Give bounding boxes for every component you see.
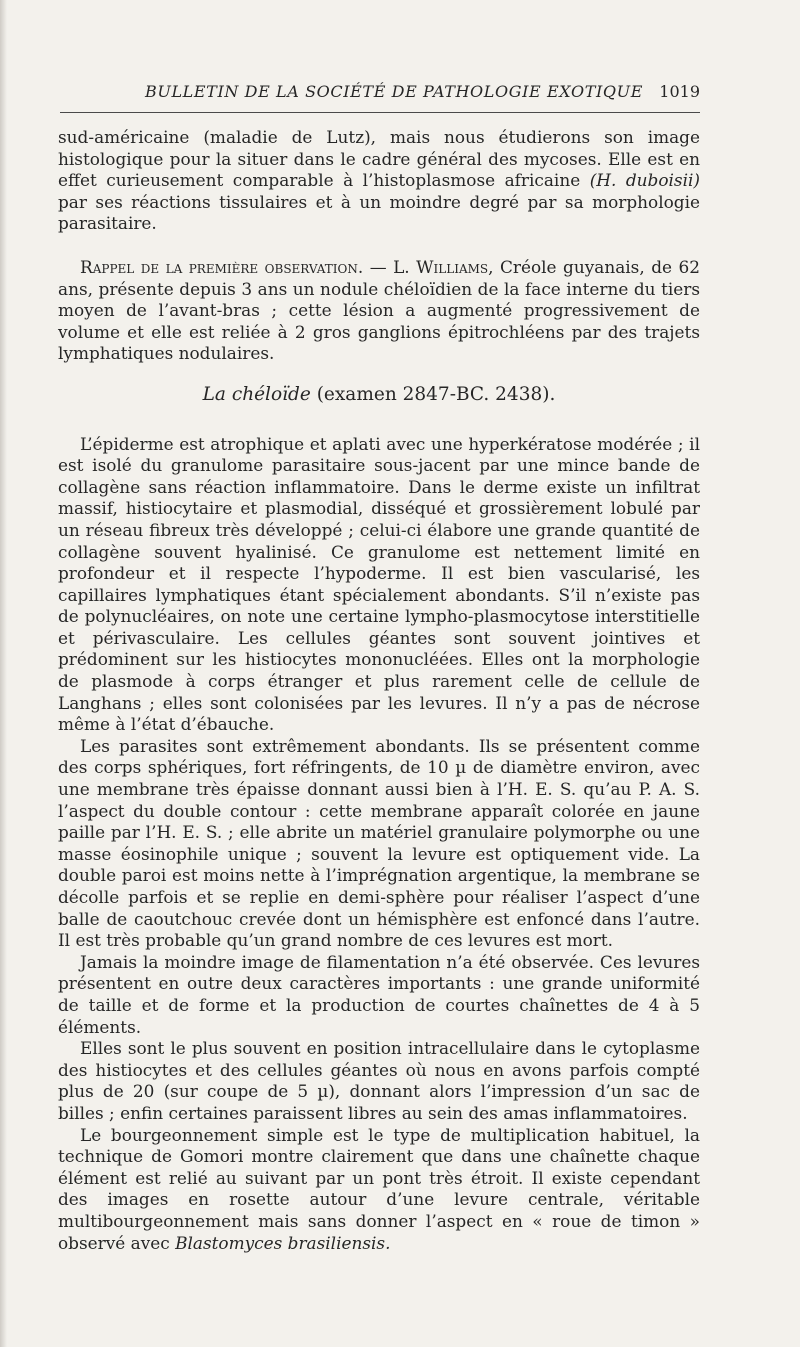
page-edge-shadow — [0, 0, 7, 1347]
section-title — [58, 384, 700, 406]
page-header — [60, 82, 700, 108]
running-title: BULLETIN DE LA SOCIÉTÉ DE PATHOLOGIE EXOTIQUE — [145, 82, 643, 101]
article-body — [58, 127, 700, 1254]
species-blastomyces: Blastomyces brasiliensis. — [175, 1232, 391, 1253]
section-title-rest: (examen 2847-BC. 2438). — [310, 383, 556, 405]
body-paragraph-bourgeonnement — [58, 1125, 700, 1255]
intro-text-2: par ses réactions tissulaires et à un moindre degré par sa morphologie parasitaire. — [58, 191, 700, 234]
observation-dash: — L. — [363, 256, 417, 277]
intro-species-name: (H. duboisii) — [589, 170, 700, 191]
intro-text-1: sud-américaine (maladie de Lutz), mais nous étudierons son image histologique pour la situer dans le cadre général des mycoses. Elle est en effet curieusement comparable à l’histoplasmose africaine — [58, 127, 700, 191]
header-rule — [60, 112, 700, 113]
body-paragraph-intracellulaire: Elles sont le plus souvent en position intracellulaire dans le cytoplasme des histiocytes et des cellules géantes où nous en avons parfois compté plus de 20 (sur coupe de 5 µ), donnant alors l’impression d’un sac de billes ; enfin certaines paraissent libres au sein des amas inflammatoires. — [58, 1038, 700, 1123]
body-paragraph-filamentation: Jamais la moindre image de filamentation n’a été observée. Ces levures présentent en outre deux caractères importants : une grande uniformité de taille et de forme et la production de courtes chaînettes de 4 à 5 éléments. — [58, 951, 700, 1037]
intro-paragraph — [58, 127, 700, 235]
observation-paragraph — [58, 257, 700, 365]
observation-heading: Rappel de la première observation. — [80, 256, 364, 277]
observation-author: Williams — [416, 256, 489, 277]
body-paragraph-epiderme: L’épiderme est atrophique et aplati avec une hyperkératose modérée ; il est isolé du granulome parasitaire sous-jacent par une mince bande de collagène sans réaction inflammatoire. Dans le derme existe un infiltrat massif, histiocytaire et plasmodial, disséqué et grossièrement lobulé par un réseau fibreux très développé ; celui-ci élabore une grande quantité de collagène souvent hyalinisé. Ce granulome est nettement limité en profondeur et il respecte l’hypoderme. Il est bien vascularisé, les capillaires lymphatiques étant spécialement abondants. S’il n’existe pas de polynucléaires, on note une certaine lympho-plasmocytose interstitielle et périvasculaire. Les cellules géantes sont souvent jointives et prédominent sur les histiocytes mononucléées. Elles ont la morphologie de plasmode à corps étranger et plus rarement celle de cellule de Langhans ; elles sont colonisées par les levures. Il n’y a pas de nécrose même à l’état d’ébauche. — [58, 433, 700, 735]
section-title-italic: La chéloïde — [202, 383, 311, 405]
observation-text: , Créole guyanais, de 62 ans, présente depuis 3 ans un nodule chéloïdien de la face interne du tiers moyen de l’avant-bras ; cette lésion a augmenté progressivement de volume et elle est reliée à 2 gros ganglions épitrochléens par des trajets lymphatiques nodulaires. — [58, 256, 700, 364]
page-number: 1019 — [659, 82, 700, 101]
body-paragraph-parasites: Les parasites sont extrêmement abondants. Ils se présentent comme des corps sphériques, fort réfringents, de 10 µ de diamètre environ, avec une membrane très épaisse donnant aussi bien à l’H. E. S. qu’au P. A. S. l’aspect du double contour : cette membrane apparaît colorée en jaune paille par l’H. E. S. ; elle abrite un matériel granulaire polymorphe ou une masse éosinophile unique ; souvent la levure est optiquement vide. La double paroi est moins nette à l’imprégnation argentique, la membrane se décolle parfois et se replie en demi-sphère pour réaliser l’aspect d’une balle de caoutchouc crevée dont un hémisphère est enfoncé dans l’autre. Il est très probable qu’un grand nombre de ces levures est mort. — [58, 735, 700, 951]
bourgeonnement-text: Le bourgeonnement simple est le type de multiplication habituel, la technique de Gomori montre clairement que dans une chaînette chaque élément est relié au suivant par un pont très étroit. Il existe cependant des images en rosette autour d’une levure centrale, véritable multibourgeonnement mais sans donner l’aspect en « roue de timon » observé avec — [58, 1124, 700, 1253]
